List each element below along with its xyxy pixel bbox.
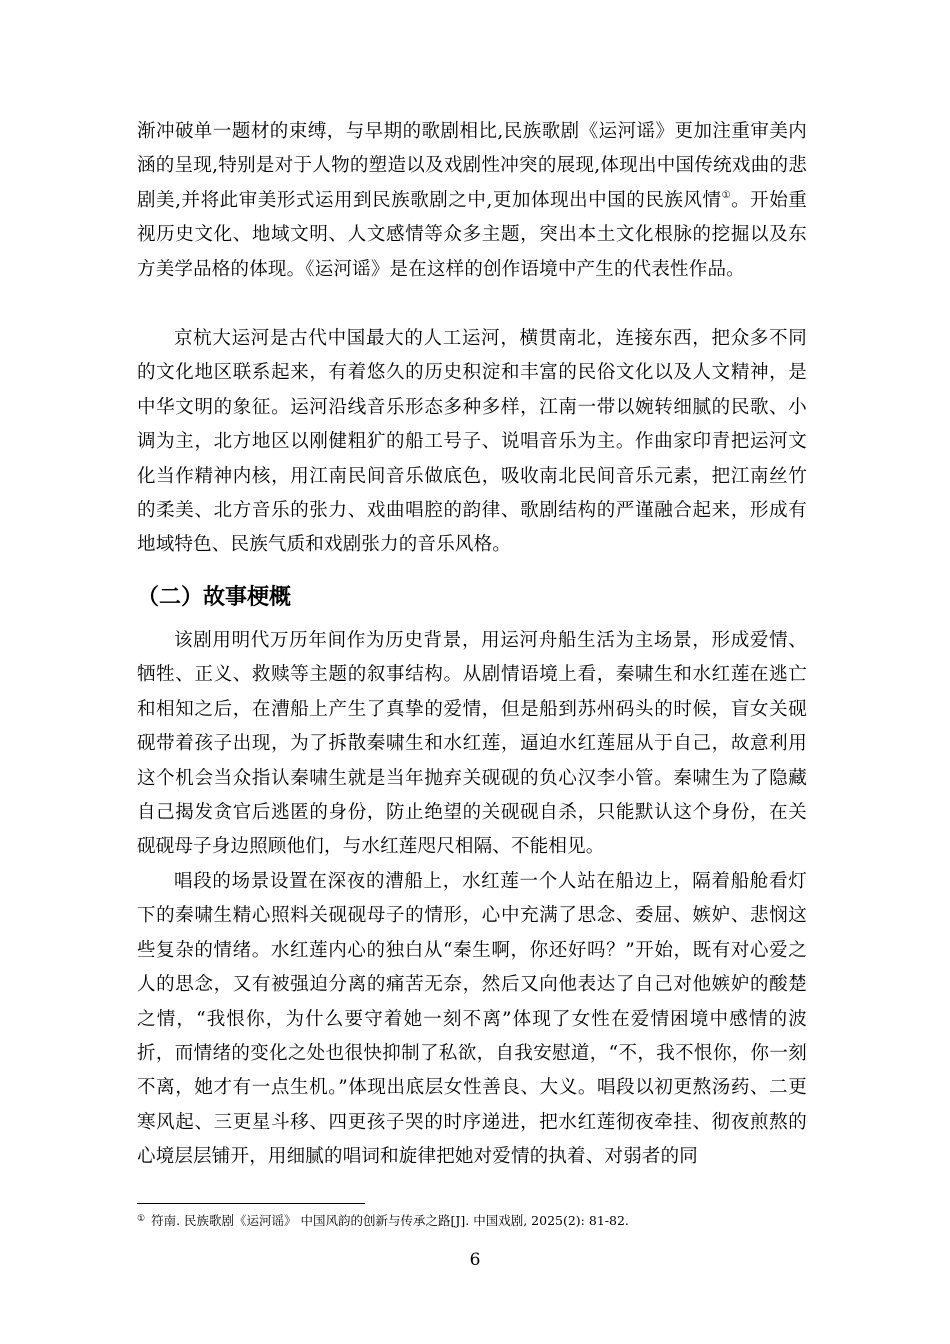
paragraph-aria-scene: 唱段的场景设置在深夜的漕船上，水红莲一个人站在船边上，隔着船舱看灯下的秦啸生精心照料关砚砚母子的情形，心中充满了思念、委屈、嫉妒、悲悯这些复杂的情绪。水红莲内心的独白从“秦生啊，你还好吗？”开始，既有对心爱之人的思念，又有被强迫分离的痛苦无奈，然后又向他表达了自己对他嫉妒的酸楚之情，“我恨你，为什么要守着她一刻不离”体现了女性在爱情困境中感情的波折，而情绪的变化之处也很快抑制了私欲，自我安慰道，“不，我不恨你，你一刻不离，她才有一点生机。”体现出底层女性善良、大义。唱段以初更熬汤药、二更寒风起、三更星斗移、四更孩子哭的时序递进，把水红莲彻夜牵挂、彻夜煎熬的心境层层铺开，用细腻的唱词和旋律把她对爱情的执着、对弱者的同: [137, 871, 807, 1168]
paragraph-intro: [137, 115, 807, 287]
paragraph-intro-tail: 。开始重视历史文化、地域文明、人文感情等众多主题，突出本土文化根脉的挖掘以及东方美学品格的体现。《运河谣》是在这样的创作语境中产生的代表性作品。: [137, 189, 807, 280]
footnote-divider: [137, 1203, 365, 1204]
paragraph-grand-canal: 京杭大运河是古代中国最大的人工运河，横贯南北，连接东西，把众多不同的文化地区联系起来，有着悠久的历史积淀和丰富的民俗文化以及人文精神，是中华文明的象征。运河沿线音乐形态多种多样，江南一带以婉转细腻的民歌、小调为主，北方地区以刚健粗犷的船工号子、说唱音乐为主。作曲家印青把运河文化当作精神内核，用江南民间音乐做底色，吸收南北民间音乐元素，把江南丝竹的柔美、北方音乐的张力、戏曲唱腔的韵律、歌剧结构的严谨融合起来，形成有地域特色、民族气质和戏剧张力的音乐风格。: [137, 328, 807, 556]
footnote-mark: ①: [137, 1214, 146, 1224]
paragraph-intro-text: 渐冲破单一题材的束缚，与早期的歌剧相比,民族歌剧《运河谣》更加注重审美内涵的呈现,特别是对于人物的塑造以及戏剧性冲突的展现,体现出中国传统戏曲的悲剧美,并将此审美形式运用到民族歌剧之中,更加体现出中国的民族风情: [137, 121, 807, 211]
page-number: 6: [469, 1250, 481, 1270]
footnote-reference[interactable]: ①: [721, 189, 732, 201]
footnote: [137, 1210, 837, 1230]
section-heading: （二）故事梗概: [137, 585, 292, 610]
paragraph-synopsis: 该剧用明代万历年间作为历史背景，用运河舟船生活为主场景，形成爱情、牺牲、正义、救赎等主题的叙事结构。从剧情语境上看，秦啸生和水红莲在逃亡和相知之后，在漕船上产生了真挚的爱情，但是船到苏州码头的时候，盲女关砚砚带着孩子出现，为了拆散秦啸生和水红莲，逼迫水红莲屈从于自己，故意利用这个机会当众指认秦啸生就是当年抛弃关砚砚的负心汉李小管。秦啸生为了隐藏自己揭发贪官后逃匿的身份，防止绝望的关砚砚自杀，只能默认这个身份，在关砚砚母子身边照顾他们，与水红莲咫尺相隔、不能相见。: [137, 630, 807, 858]
footnote-text: 符南. 民族歌剧《运河谣》 中国风韵的创新与传承之路[J]. 中国戏剧, 2025(2): 81-82.: [151, 1213, 629, 1228]
